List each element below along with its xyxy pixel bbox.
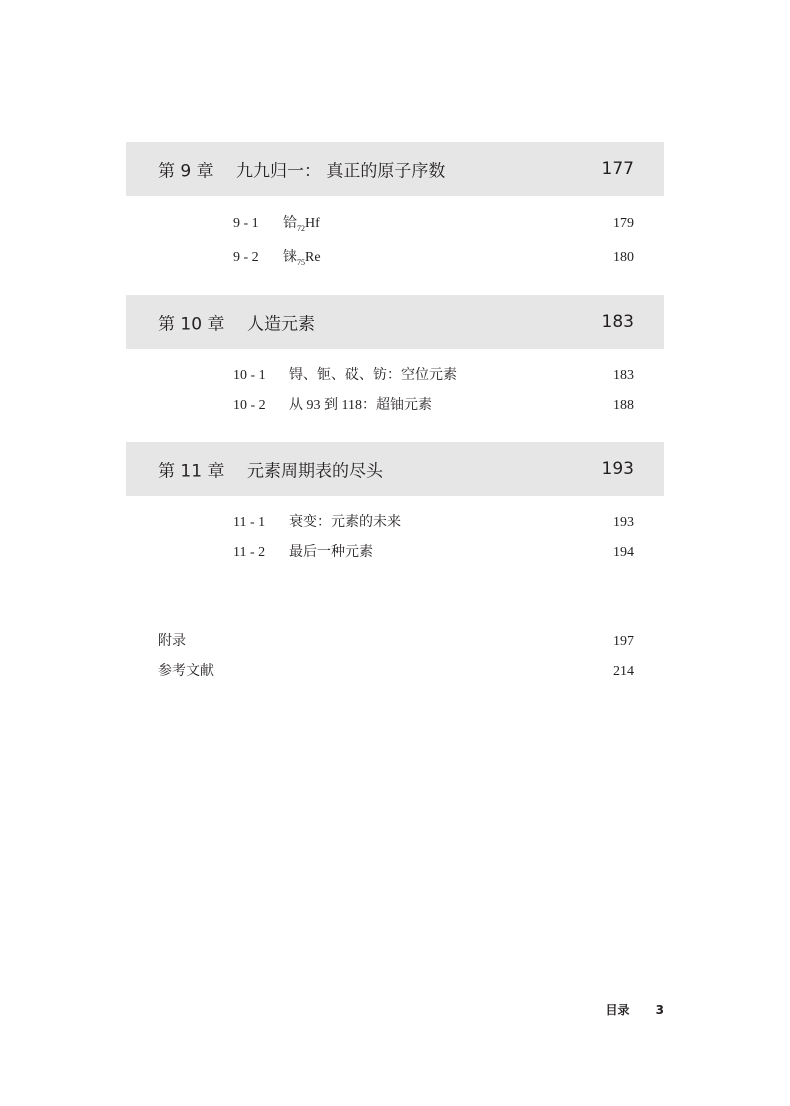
atomic-number: 75 xyxy=(297,258,305,267)
chapter-title: 九九归一： 真正的原子序数 xyxy=(236,161,446,182)
section-number: 9 - 1 xyxy=(233,216,259,231)
back-matter-label: 附录 xyxy=(158,634,186,649)
chapter-label: 第 9 章 xyxy=(158,161,214,182)
atomic-number: 72 xyxy=(297,224,305,233)
section-page-number: 183 xyxy=(613,368,634,383)
section-page-number: 180 xyxy=(613,250,634,265)
chapter-title: 人造元素 xyxy=(247,314,315,335)
back-matter-page-number: 197 xyxy=(613,634,634,649)
section-page-number: 193 xyxy=(613,515,634,530)
page-footer xyxy=(605,999,664,1021)
element-symbol: Re xyxy=(305,250,321,265)
back-matter-page-number: 214 xyxy=(613,664,634,679)
section-10-2[interactable] xyxy=(126,394,664,418)
chapter-page-number: 193 xyxy=(601,459,634,479)
chapter-11-heading[interactable] xyxy=(126,442,664,496)
chapter-page-number: 183 xyxy=(601,312,634,332)
section-number: 10 - 2 xyxy=(233,398,266,413)
section-page-number: 179 xyxy=(613,216,634,231)
chapter-label: 第 10 章 xyxy=(158,314,225,335)
section-title: 锝、钷、砹、钫：空位元素 xyxy=(289,368,457,383)
section-9-1[interactable] xyxy=(126,212,664,236)
section-title: 衰变：元素的未来 xyxy=(289,515,401,530)
section-title: 最后一种元素 xyxy=(289,545,373,560)
section-number: 11 - 1 xyxy=(233,515,266,530)
back-matter-label: 参考文献 xyxy=(158,664,214,679)
section-title: 从 93 到 118：超铀元素 xyxy=(289,398,432,413)
element-name: 铪 xyxy=(283,216,297,231)
section-number: 10 - 1 xyxy=(233,368,266,383)
running-footer-label: 目录 xyxy=(605,1003,630,1017)
element-name: 铼 xyxy=(283,250,297,265)
section-11-1[interactable] xyxy=(126,511,664,535)
section-number: 11 - 2 xyxy=(233,545,266,560)
section-9-2[interactable] xyxy=(126,246,664,270)
section-page-number: 194 xyxy=(613,545,634,560)
section-10-1[interactable] xyxy=(126,364,664,388)
section-page-number: 188 xyxy=(613,398,634,413)
references-entry[interactable] xyxy=(126,660,664,684)
section-title xyxy=(283,246,321,270)
appendix-entry[interactable] xyxy=(126,630,664,654)
chapter-title: 元素周期表的尽头 xyxy=(247,461,383,482)
element-symbol: Hf xyxy=(305,216,320,231)
chapter-10-heading[interactable] xyxy=(126,295,664,349)
folio-page-number: 3 xyxy=(655,1003,664,1017)
section-11-2[interactable] xyxy=(126,541,664,565)
section-title xyxy=(283,212,320,236)
chapter-page-number: 177 xyxy=(601,159,634,179)
chapter-9-heading[interactable] xyxy=(126,142,664,196)
chapter-label: 第 11 章 xyxy=(158,461,225,482)
section-number: 9 - 2 xyxy=(233,250,259,265)
